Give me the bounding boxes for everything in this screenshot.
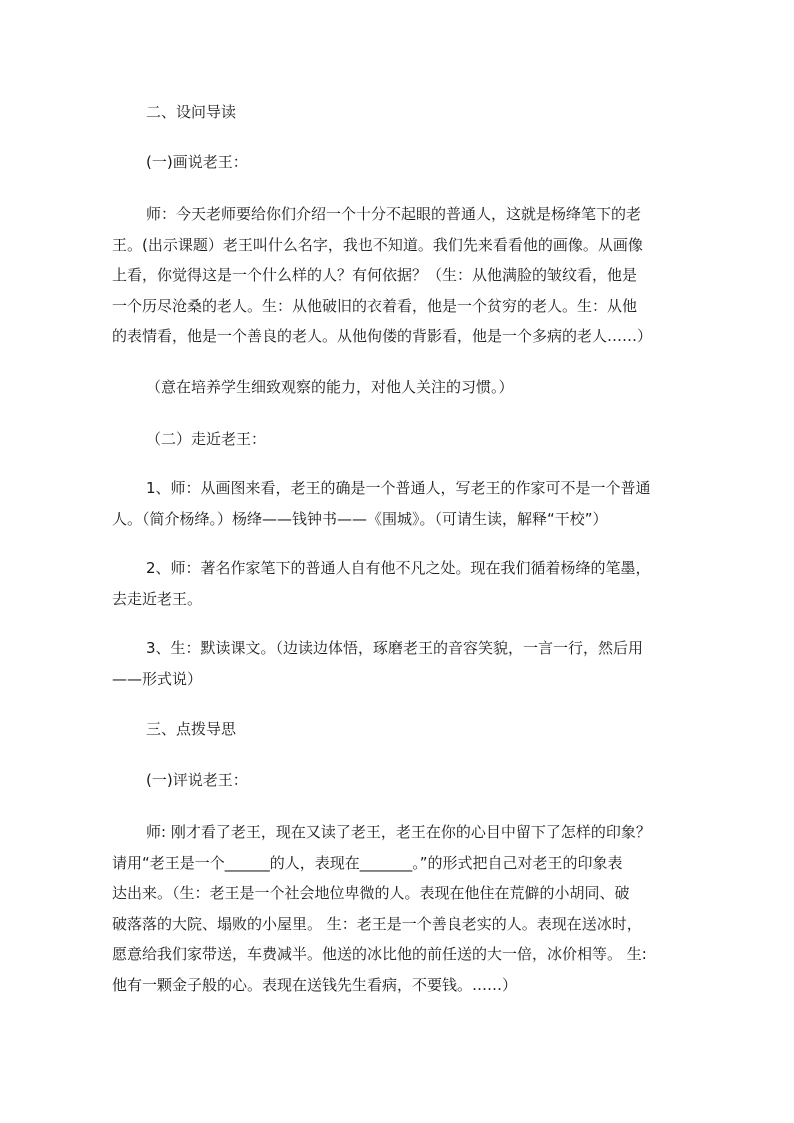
paragraph-impression xyxy=(112,817,684,1000)
text-line: 请用“老王是一个______的人，表现在_______。”的形式把自己对老王的印象表 xyxy=(112,853,623,872)
text-line: 1、师：从画图来看，老王的确是一个普通人，写老王的作家可不是一个普通 xyxy=(146,479,651,497)
text-line: 师: 刚才看了老王，现在又读了老王，老王在你的心目中留下了怎样的印象？ xyxy=(146,823,651,841)
design-note: （意在培养学生细致观察的能力，对他人关注的习惯。） xyxy=(146,378,514,396)
text-line: 一个历尽沧桑的老人。生：从他破旧的衣着看，他是一个贫穷的老人。生：从他 xyxy=(112,296,638,315)
list-item-3 xyxy=(112,633,684,694)
text-line: 去走近老王。 xyxy=(112,589,203,608)
text-line: 师：今天老师要给你们介绍一个十分不起眼的普通人，这就是杨绛笔下的老 xyxy=(146,205,642,223)
section-heading-2: 二、设问导读 xyxy=(146,103,237,121)
text-line: 人。（简介杨绛。）杨绛——钱钟书——《围城》。（可请生读，解释“干校”） xyxy=(112,509,608,528)
subheading-approach: （二）走近老王： xyxy=(146,430,267,448)
subheading-draw-talk: (一)画说老王： xyxy=(146,153,248,171)
section-heading-3: 三、点拨导思 xyxy=(146,720,237,738)
text-line: 上看，你觉得这是一个什么样的人？有何依据？（生：从他满脸的皱纹看，他是 xyxy=(112,266,638,284)
text-line: 愿意给我们家带送，车费减半。他送的冰比他的前任送的大一倍，冰价相等。 生: xyxy=(112,945,647,963)
text-line: 3、生：默读课文。（边读边体悟，琢磨老王的音容笑貌，一言一行，然后用 xyxy=(146,639,644,657)
paragraph-teacher-intro xyxy=(112,199,684,352)
text-line: 王。(出示课题）老王叫什么名字，我也不知道。我们先来看看他的画像。从画像 xyxy=(112,235,643,254)
text-line: 他有一颗金子般的心。表现在送钱先生看病，不要钱。……） xyxy=(112,975,518,994)
subheading-comment: (一)评说老王： xyxy=(146,771,248,789)
text-line: 达出来。（生：老王是一个社会地位卑微的人。表现在他住在荒僻的小胡同、破 xyxy=(112,884,630,902)
text-line: 破落落的大院、塌败的小屋里。 生：老王是一个善良老实的人。表现在送冰时， xyxy=(112,914,642,933)
text-line: 的表情看，他是一个善良的老人。从他佝偻的背影看，他是一个多病的老人……） xyxy=(112,327,653,345)
list-item-1 xyxy=(112,473,684,534)
text-line: ——形式说） xyxy=(112,669,203,688)
list-item-2 xyxy=(112,553,684,614)
text-line: 2、师：著名作家笔下的普通人自有他不凡之处。现在我们循着杨绛的笔墨， xyxy=(146,559,651,577)
